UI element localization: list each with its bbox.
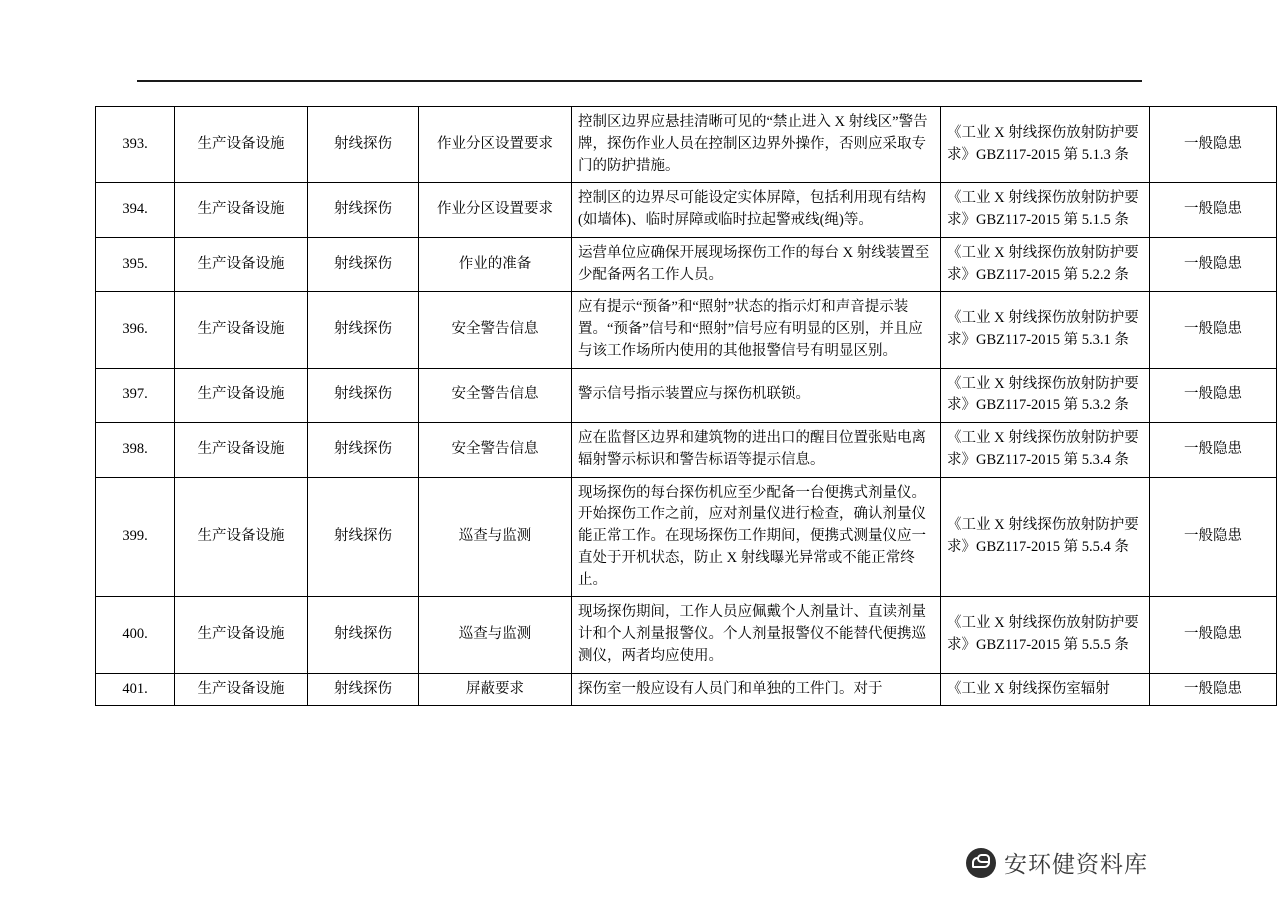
row-level: 一般隐患 [1150, 477, 1277, 597]
row-type: 射线探伤 [308, 183, 419, 238]
row-category: 生产设备设施 [175, 107, 308, 183]
row-level: 一般隐患 [1150, 237, 1277, 292]
row-item: 巡查与监测 [419, 477, 572, 597]
row-description: 控制区边界应悬挂清晰可见的“禁止进入 X 射线区”警告牌，探伤作业人员在控制区边界外操作，否则应采取专门的防护措施。 [572, 107, 941, 183]
table-row [96, 107, 1277, 183]
row-description: 控制区的边界尽可能设定实体屏障，包括利用现有结构(如墙体)、临时屏障或临时拉起警戒线(绳)等。 [572, 183, 941, 238]
row-description: 应在监督区边界和建筑物的进出口的醒目位置张贴电离辐射警示标识和警告标语等提示信息。 [572, 423, 941, 478]
row-basis: 《工业 X 射线探伤放射防护要求》GBZ117-2015 第 5.1.5 条 [941, 183, 1150, 238]
watermark-label: 安环健资料库 [1004, 852, 1148, 877]
row-item: 作业的准备 [419, 237, 572, 292]
row-type: 射线探伤 [308, 477, 419, 597]
table-row [96, 183, 1277, 238]
table-row [96, 477, 1277, 597]
row-number: 397. [96, 368, 175, 423]
wechat-icon [966, 848, 996, 878]
row-description: 应有提示“预备”和“照射”状态的指示灯和声音提示装置。“预备”信号和“照射”信号应有明显的区别，并且应与该工作场所内使用的其他报警信号有明显区别。 [572, 292, 941, 368]
row-number: 393. [96, 107, 175, 183]
row-number: 394. [96, 183, 175, 238]
row-description: 警示信号指示装置应与探伤机联锁。 [572, 368, 941, 423]
row-type: 射线探伤 [308, 237, 419, 292]
row-type: 射线探伤 [308, 597, 419, 673]
row-basis: 《工业 X 射线探伤放射防护要求》GBZ117-2015 第 5.1.3 条 [941, 107, 1150, 183]
row-number: 401. [96, 673, 175, 706]
table-row [96, 292, 1277, 368]
row-description: 现场探伤的每台探伤机应至少配备一台便携式剂量仪。开始探伤工作之前，应对剂量仪进行检查，确认剂量仪能正常工作。在现场探伤工作期间，便携式测量仪应一直处于开机状态，防止 X 射线曝光异常或不能正常终止。 [572, 477, 941, 597]
row-number: 396. [96, 292, 175, 368]
row-description: 探伤室一般应设有人员门和单独的工件门。对于 [572, 673, 941, 706]
table-row [96, 597, 1277, 673]
table-row [96, 368, 1277, 423]
row-item: 作业分区设置要求 [419, 183, 572, 238]
row-number: 395. [96, 237, 175, 292]
row-category: 生产设备设施 [175, 292, 308, 368]
row-item: 作业分区设置要求 [419, 107, 572, 183]
row-type: 射线探伤 [308, 292, 419, 368]
row-level: 一般隐患 [1150, 368, 1277, 423]
table-row [96, 673, 1277, 706]
row-category: 生产设备设施 [175, 183, 308, 238]
row-item: 安全警告信息 [419, 368, 572, 423]
row-description: 现场探伤期间，工作人员应佩戴个人剂量计、直读剂量计和个人剂量报警仪。个人剂量报警仪不能替代便携巡测仪，两者均应使用。 [572, 597, 941, 673]
row-category: 生产设备设施 [175, 597, 308, 673]
row-basis: 《工业 X 射线探伤放射防护要求》GBZ117-2015 第 5.5.4 条 [941, 477, 1150, 597]
row-item: 巡查与监测 [419, 597, 572, 673]
row-level: 一般隐患 [1150, 183, 1277, 238]
row-category: 生产设备设施 [175, 368, 308, 423]
row-basis: 《工业 X 射线探伤室辐射 [941, 673, 1150, 706]
row-type: 射线探伤 [308, 423, 419, 478]
row-type: 射线探伤 [308, 107, 419, 183]
row-level: 一般隐患 [1150, 423, 1277, 478]
row-category: 生产设备设施 [175, 673, 308, 706]
row-basis: 《工业 X 射线探伤放射防护要求》GBZ117-2015 第 5.3.2 条 [941, 368, 1150, 423]
table-row [96, 237, 1277, 292]
row-category: 生产设备设施 [175, 423, 308, 478]
row-description: 运营单位应确保开展现场探伤工作的每台 X 射线装置至少配备两名工作人员。 [572, 237, 941, 292]
row-level: 一般隐患 [1150, 292, 1277, 368]
row-type: 射线探伤 [308, 673, 419, 706]
hazard-table-container [95, 106, 1242, 706]
row-number: 399. [96, 477, 175, 597]
row-level: 一般隐患 [1150, 597, 1277, 673]
row-item: 安全警告信息 [419, 292, 572, 368]
row-category: 生产设备设施 [175, 477, 308, 597]
header-rule [137, 80, 1142, 82]
watermark [966, 846, 1148, 879]
row-item: 安全警告信息 [419, 423, 572, 478]
row-basis: 《工业 X 射线探伤放射防护要求》GBZ117-2015 第 5.2.2 条 [941, 237, 1150, 292]
row-basis: 《工业 X 射线探伤放射防护要求》GBZ117-2015 第 5.3.1 条 [941, 292, 1150, 368]
row-basis: 《工业 X 射线探伤放射防护要求》GBZ117-2015 第 5.5.5 条 [941, 597, 1150, 673]
row-level: 一般隐患 [1150, 673, 1277, 706]
row-level: 一般隐患 [1150, 107, 1277, 183]
row-number: 398. [96, 423, 175, 478]
row-number: 400. [96, 597, 175, 673]
row-item: 屏蔽要求 [419, 673, 572, 706]
table-row [96, 423, 1277, 478]
table-body [96, 107, 1277, 706]
row-category: 生产设备设施 [175, 237, 308, 292]
row-basis: 《工业 X 射线探伤放射防护要求》GBZ117-2015 第 5.3.4 条 [941, 423, 1150, 478]
hazard-table [95, 106, 1277, 706]
row-type: 射线探伤 [308, 368, 419, 423]
